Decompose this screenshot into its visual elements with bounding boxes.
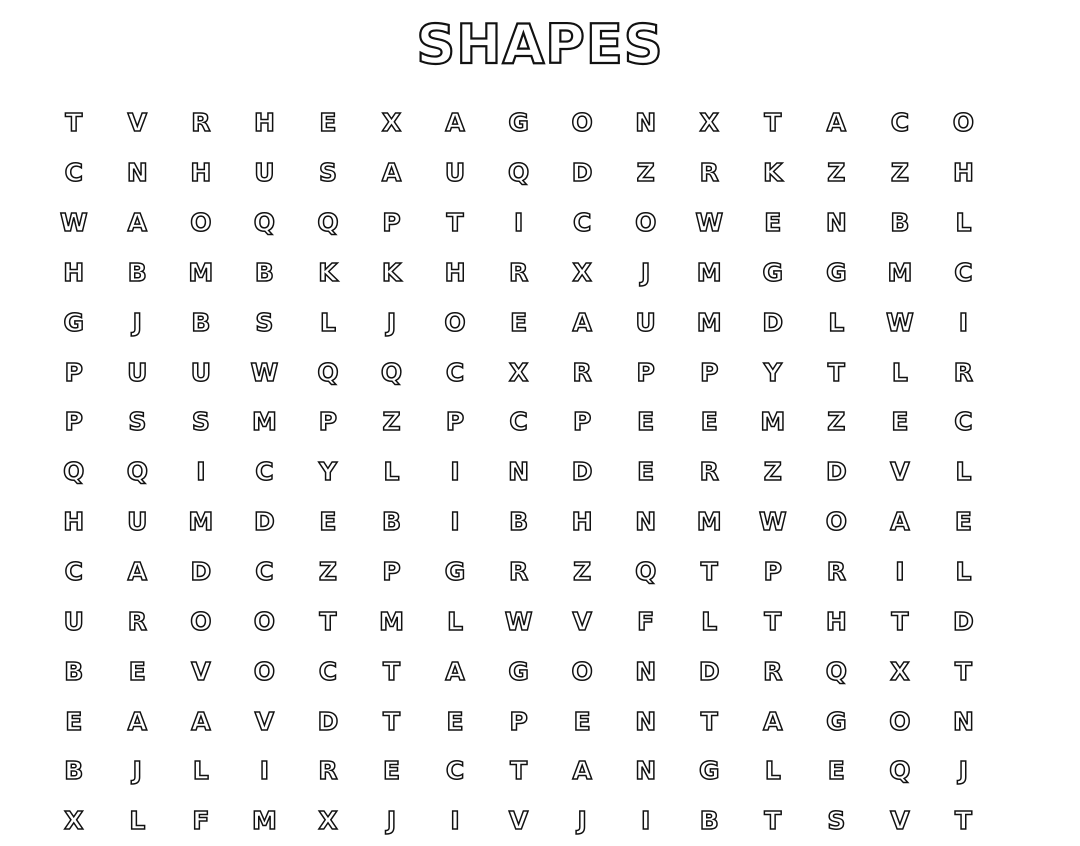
letter-cell[interactable]: N xyxy=(126,158,148,188)
letter-cell[interactable]: A xyxy=(763,706,783,736)
letter-cell[interactable]: B xyxy=(191,307,211,337)
letter-cell[interactable]: C xyxy=(572,208,592,238)
letter-cell[interactable]: A xyxy=(572,756,592,786)
letter-cell[interactable]: O xyxy=(253,606,276,636)
letter-cell[interactable]: R xyxy=(763,656,783,686)
letter-cell[interactable]: E xyxy=(700,407,718,437)
letter-cell[interactable]: C xyxy=(318,656,338,686)
letter-cell[interactable]: P xyxy=(572,407,592,437)
letter-cell[interactable]: Q xyxy=(889,756,911,786)
letter-cell[interactable]: M xyxy=(188,507,214,537)
letter-cell[interactable]: Q xyxy=(635,557,657,587)
letter-cell[interactable]: G xyxy=(508,656,529,686)
letter-cell[interactable]: A xyxy=(127,557,147,587)
letter-cell[interactable]: T xyxy=(827,357,845,387)
letter-cell[interactable]: R xyxy=(699,457,719,487)
letter-cell[interactable]: A xyxy=(381,158,402,188)
letter-cell[interactable]: J xyxy=(577,806,587,836)
letter-cell[interactable]: I xyxy=(958,307,969,337)
letter-cell[interactable]: P xyxy=(763,557,782,587)
letter-cell[interactable]: A xyxy=(127,706,147,736)
letter-cell[interactable]: R xyxy=(826,557,846,587)
letter-cell[interactable]: N xyxy=(635,656,657,686)
letter-cell[interactable]: K xyxy=(381,257,402,287)
letter-cell[interactable]: H xyxy=(571,507,593,537)
letter-cell[interactable]: G xyxy=(508,108,529,138)
letter-cell[interactable]: E xyxy=(573,706,591,736)
letter-cell[interactable]: C xyxy=(64,557,83,587)
letter-cell[interactable]: Y xyxy=(763,357,782,387)
letter-cell[interactable]: Q xyxy=(317,208,339,238)
letter-cell[interactable]: P xyxy=(636,357,655,387)
letter-cell[interactable]: X xyxy=(381,108,402,138)
letter-cell[interactable]: R xyxy=(318,756,338,786)
letter-cell[interactable]: G xyxy=(63,307,85,337)
letter-cell[interactable]: A xyxy=(890,507,910,537)
letter-cell[interactable]: M xyxy=(379,606,404,636)
letter-cell[interactable]: W xyxy=(59,208,88,238)
letter-cell[interactable]: J xyxy=(132,307,142,337)
letter-cell[interactable]: C xyxy=(509,407,528,437)
letter-cell[interactable]: O xyxy=(571,108,593,138)
letter-cell[interactable]: E xyxy=(128,656,146,686)
letter-cell[interactable]: Z xyxy=(636,158,655,188)
letter-cell[interactable]: W xyxy=(504,606,533,636)
letter-cell[interactable]: O xyxy=(889,706,911,736)
letter-cell[interactable]: R xyxy=(953,357,974,387)
letter-cell[interactable]: X xyxy=(318,806,338,836)
letter-cell[interactable]: Z xyxy=(382,407,401,437)
letter-cell[interactable]: O xyxy=(952,108,975,138)
letter-cell[interactable]: P xyxy=(509,706,528,736)
letter-cell[interactable]: D xyxy=(698,656,720,686)
letter-cell[interactable]: U xyxy=(127,507,148,537)
letter-cell[interactable]: J xyxy=(386,806,397,836)
letter-cell[interactable]: V xyxy=(127,108,147,138)
letter-cell[interactable]: T xyxy=(510,756,528,786)
letter-cell[interactable]: L xyxy=(764,756,781,786)
letter-cell[interactable]: V xyxy=(254,706,275,736)
letter-cell[interactable]: O xyxy=(190,208,212,238)
letter-cell[interactable]: D xyxy=(190,557,212,587)
letter-cell[interactable]: P xyxy=(64,357,83,387)
letter-cell[interactable]: D xyxy=(762,307,784,337)
letter-cell[interactable]: P xyxy=(700,357,719,387)
letter-cell[interactable]: A xyxy=(826,108,847,138)
letter-cell[interactable]: R xyxy=(508,257,529,287)
letter-cell[interactable]: M xyxy=(696,307,722,337)
letter-cell[interactable]: I xyxy=(259,756,270,786)
letter-cell[interactable]: U xyxy=(63,606,84,636)
letter-cell[interactable]: D xyxy=(254,507,275,537)
letter-cell[interactable]: H xyxy=(63,507,85,537)
letter-cell[interactable]: L xyxy=(828,307,845,337)
letter-cell[interactable]: M xyxy=(696,257,722,287)
letter-cell[interactable]: E xyxy=(446,706,464,736)
letter-cell[interactable]: L xyxy=(447,606,464,636)
letter-cell[interactable]: G xyxy=(826,706,847,736)
letter-cell[interactable]: C xyxy=(954,407,973,437)
letter-cell[interactable]: T xyxy=(954,656,972,686)
letter-cell[interactable]: L xyxy=(955,208,972,238)
letter-cell[interactable]: E xyxy=(637,407,655,437)
letter-cell[interactable]: E xyxy=(65,706,83,736)
letter-cell[interactable]: X xyxy=(572,257,592,287)
letter-cell[interactable]: R xyxy=(508,557,529,587)
letter-cell[interactable]: I xyxy=(450,457,460,487)
letter-cell[interactable]: L xyxy=(891,357,908,387)
letter-cell[interactable]: U xyxy=(444,158,466,188)
letter-cell[interactable]: H xyxy=(825,606,847,636)
letter-cell[interactable]: O xyxy=(444,307,466,337)
letter-cell[interactable]: X xyxy=(699,108,719,138)
letter-cell[interactable]: T xyxy=(700,557,718,587)
letter-cell[interactable]: K xyxy=(763,158,783,188)
letter-cell[interactable]: I xyxy=(450,806,460,836)
letter-cell[interactable]: A xyxy=(445,108,465,138)
letter-cell[interactable]: I xyxy=(641,806,651,836)
letter-cell[interactable]: W xyxy=(250,357,279,387)
letter-cell[interactable]: E xyxy=(954,507,972,537)
letter-cell[interactable]: O xyxy=(253,656,276,686)
letter-cell[interactable]: A xyxy=(572,307,592,337)
letter-cell[interactable]: T xyxy=(764,806,782,836)
letter-cell[interactable]: W xyxy=(759,507,787,537)
letter-cell[interactable]: K xyxy=(318,257,338,287)
letter-cell[interactable]: M xyxy=(696,507,722,537)
letter-cell[interactable]: T xyxy=(319,606,337,636)
letter-cell[interactable]: I xyxy=(513,208,524,238)
letter-cell[interactable]: V xyxy=(890,457,910,487)
letter-cell[interactable]: D xyxy=(571,158,593,188)
letter-cell[interactable]: O xyxy=(571,656,593,686)
letter-cell[interactable]: A xyxy=(127,208,147,238)
letter-cell[interactable]: X xyxy=(64,806,84,836)
letter-cell[interactable]: S xyxy=(191,407,210,437)
letter-cell[interactable]: B xyxy=(254,257,274,287)
letter-cell[interactable]: W xyxy=(886,307,914,337)
letter-cell[interactable]: E xyxy=(319,108,337,138)
letter-cell[interactable]: G xyxy=(444,557,466,587)
letter-cell[interactable]: V xyxy=(508,806,529,836)
letter-cell[interactable]: L xyxy=(319,307,336,337)
letter-cell[interactable]: W xyxy=(695,208,724,238)
letter-cell[interactable]: S xyxy=(827,806,846,836)
letter-cell[interactable]: X xyxy=(890,656,910,686)
letter-cell[interactable]: T xyxy=(446,208,464,238)
letter-cell[interactable]: C xyxy=(445,756,465,786)
letter-cell[interactable]: M xyxy=(887,257,913,287)
letter-cell[interactable]: C xyxy=(445,357,465,387)
letter-cell[interactable]: U xyxy=(254,158,275,188)
letter-cell[interactable]: M xyxy=(251,806,277,836)
letter-cell[interactable]: D xyxy=(825,457,847,487)
letter-cell[interactable]: E xyxy=(637,457,655,487)
letter-cell[interactable]: G xyxy=(698,756,720,786)
letter-cell[interactable]: Q xyxy=(63,457,85,487)
letter-cell[interactable]: C xyxy=(890,108,910,138)
letter-cell[interactable]: B xyxy=(699,806,719,836)
letter-cell[interactable]: B xyxy=(381,507,402,537)
letter-cell[interactable]: O xyxy=(190,606,212,636)
letter-cell[interactable]: E xyxy=(827,756,845,786)
letter-cell[interactable]: B xyxy=(64,656,84,686)
letter-cell[interactable]: E xyxy=(319,507,337,537)
letter-cell[interactable]: N xyxy=(635,108,657,138)
letter-cell[interactable]: Z xyxy=(763,457,782,487)
letter-cell[interactable]: T xyxy=(954,806,972,836)
puzzle-title: SHAPES xyxy=(416,13,664,76)
letter-cell[interactable]: X xyxy=(508,357,529,387)
letter-cell[interactable]: G xyxy=(826,257,847,287)
letter-cell[interactable]: Z xyxy=(318,557,338,587)
letter-cell[interactable]: T xyxy=(382,706,401,736)
letter-cell[interactable]: J xyxy=(386,307,397,337)
letter-cell[interactable]: V xyxy=(191,656,211,686)
letter-cell[interactable]: I xyxy=(196,457,206,487)
letter-cell[interactable]: P xyxy=(382,557,401,587)
letter-cell[interactable]: L xyxy=(129,806,146,836)
letter-cell[interactable]: L xyxy=(383,457,400,487)
letter-cell[interactable]: T xyxy=(764,606,782,636)
letter-cell[interactable]: M xyxy=(251,407,277,437)
letter-cell[interactable]: Z xyxy=(827,158,846,188)
letter-cell[interactable]: M xyxy=(760,407,786,437)
letter-cell[interactable]: U xyxy=(127,357,148,387)
letter-cell[interactable]: F xyxy=(637,606,655,636)
letter-cell[interactable]: Q xyxy=(380,357,403,387)
letter-cell[interactable]: H xyxy=(190,158,212,188)
letter-cell[interactable]: Z xyxy=(827,407,846,437)
letter-cell[interactable]: H xyxy=(63,257,85,287)
letter-cell[interactable]: U xyxy=(635,307,656,337)
letter-cell[interactable]: P xyxy=(64,407,83,437)
letter-cell[interactable]: R xyxy=(127,606,147,636)
letter-cell[interactable]: P xyxy=(318,407,338,437)
letter-cell[interactable]: C xyxy=(255,457,274,487)
letter-cell[interactable]: Q xyxy=(825,656,847,686)
letter-cell[interactable]: N xyxy=(635,756,657,786)
letter-cell[interactable]: Z xyxy=(890,158,909,188)
letter-cell[interactable]: R xyxy=(191,108,211,138)
letter-cell[interactable]: L xyxy=(955,557,972,587)
letter-cell[interactable]: T xyxy=(764,108,782,138)
letter-cell[interactable]: T xyxy=(700,706,718,736)
letter-cell[interactable]: S xyxy=(128,407,147,437)
letter-cell[interactable]: Q xyxy=(317,357,339,387)
letter-cell[interactable]: L xyxy=(192,756,209,786)
letter-cell[interactable]: A xyxy=(445,656,465,686)
letter-cell[interactable]: Y xyxy=(318,457,338,487)
letter-cell[interactable]: I xyxy=(895,557,905,587)
letter-cell[interactable]: B xyxy=(64,756,84,786)
letter-cell[interactable]: P xyxy=(382,208,401,238)
letter-cell[interactable]: M xyxy=(188,257,214,287)
letter-cell[interactable]: B xyxy=(509,507,529,537)
letter-cell[interactable]: Z xyxy=(573,557,592,587)
letter-cell[interactable]: C xyxy=(954,257,973,287)
letter-cell[interactable]: O xyxy=(825,507,847,537)
letter-cell[interactable]: C xyxy=(64,158,83,188)
letter-cell[interactable]: H xyxy=(444,257,466,287)
letter-cell[interactable]: Q xyxy=(253,208,276,238)
letter-cell[interactable]: C xyxy=(255,557,274,587)
letter-cell[interactable]: U xyxy=(190,357,212,387)
letter-cell[interactable]: V xyxy=(572,606,592,636)
letter-cell[interactable]: R xyxy=(572,357,592,387)
word-search-grid xyxy=(42,98,1058,846)
letter-cell[interactable]: N xyxy=(635,507,657,537)
letter-cell[interactable]: O xyxy=(635,208,657,238)
letter-cell[interactable]: H xyxy=(253,108,275,138)
letter-cell[interactable]: I xyxy=(450,507,460,537)
letter-cell[interactable]: N xyxy=(825,208,847,238)
letter-cell[interactable]: A xyxy=(191,706,211,736)
letter-cell[interactable]: E xyxy=(891,407,909,437)
letter-cell[interactable]: S xyxy=(255,307,274,337)
letter-cell[interactable]: N xyxy=(508,457,530,487)
letter-cell[interactable]: R xyxy=(699,158,719,188)
letter-cell[interactable]: D xyxy=(317,706,339,736)
letter-cell[interactable]: D xyxy=(953,606,974,636)
letter-cell[interactable]: Q xyxy=(507,158,530,188)
letter-cell[interactable]: Q xyxy=(126,457,148,487)
letter-cell[interactable]: E xyxy=(382,756,401,786)
letter-cell[interactable]: T xyxy=(65,108,83,138)
letter-cell[interactable]: N xyxy=(952,706,974,736)
letter-cell[interactable]: B xyxy=(127,257,147,287)
letter-cell[interactable]: B xyxy=(890,208,910,238)
letter-cell[interactable]: P xyxy=(445,407,465,437)
letter-cell[interactable]: L xyxy=(701,606,718,636)
letter-cell[interactable]: T xyxy=(891,606,909,636)
letter-cell[interactable]: E xyxy=(764,208,782,238)
letter-cell[interactable]: G xyxy=(762,257,784,287)
letter-cell[interactable]: N xyxy=(635,706,657,736)
letter-cell[interactable]: D xyxy=(571,457,593,487)
letter-cell[interactable]: S xyxy=(318,158,337,188)
letter-cell[interactable]: E xyxy=(510,307,528,337)
letter-cell[interactable]: H xyxy=(952,158,974,188)
letter-cell[interactable]: T xyxy=(382,656,401,686)
letter-cell[interactable]: J xyxy=(641,257,651,287)
letter-cell[interactable]: V xyxy=(890,806,910,836)
letter-cell[interactable]: J xyxy=(958,756,969,786)
letter-cell[interactable]: L xyxy=(955,457,972,487)
letter-cell[interactable]: J xyxy=(132,756,142,786)
letter-cell[interactable]: F xyxy=(192,806,210,836)
